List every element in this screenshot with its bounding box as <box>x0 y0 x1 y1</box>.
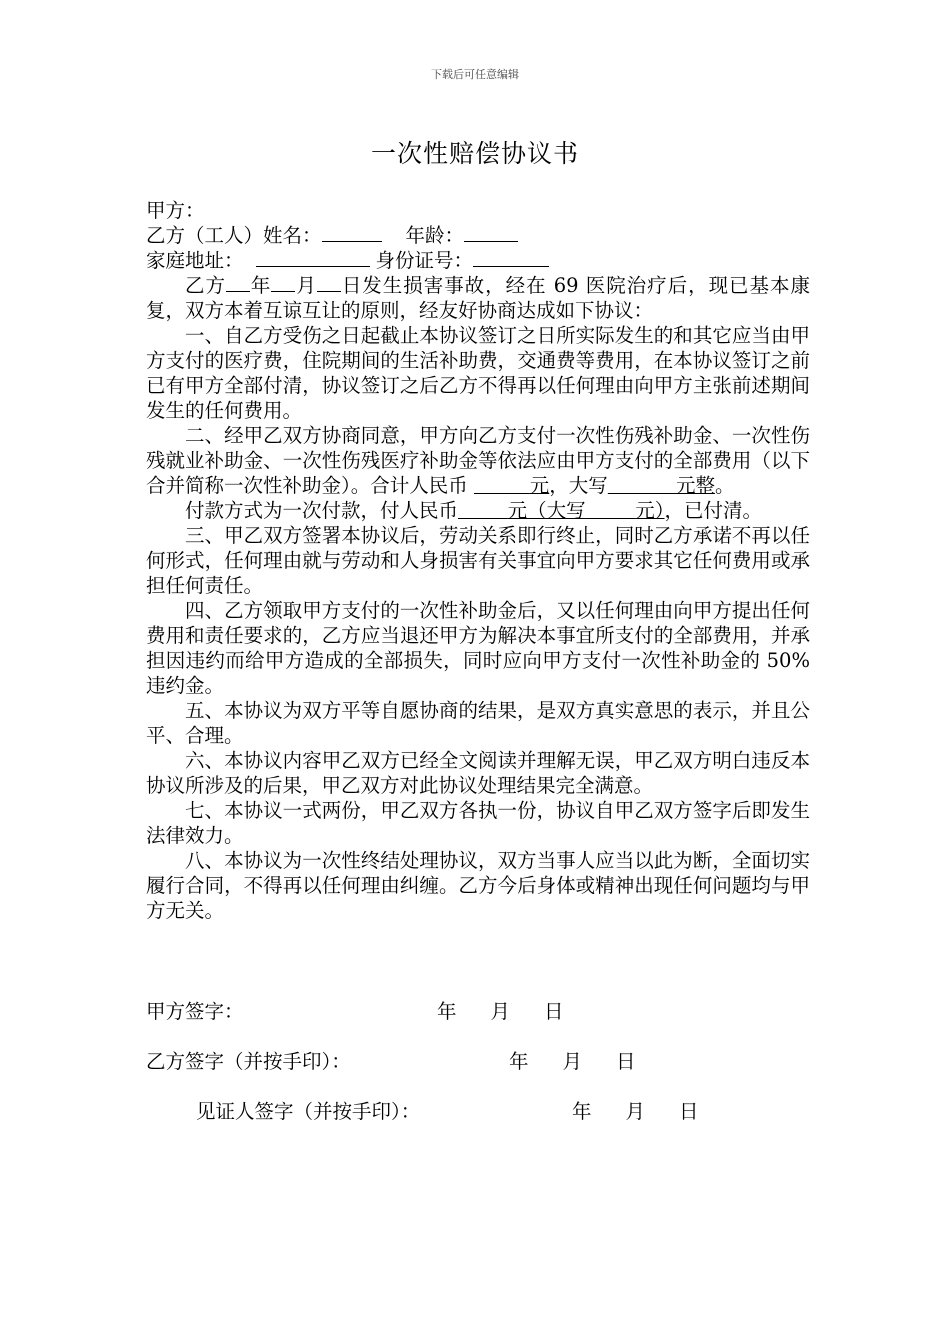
day-blank[interactable] <box>317 273 341 292</box>
address-line <box>146 248 810 273</box>
clause-7: 七、本协议一式两份，甲乙双方各执一份，协议自甲乙双方签字后即发生法律效力。 <box>146 799 810 847</box>
amount-daxie-blank[interactable]: 元整 <box>675 474 715 497</box>
clause-1: 一、自乙方受伤之日起截止本协议签订之日所实际发生的和其它应当由甲方支付的医疗费，住院期间的生活补助费，交通费等费用，在本协议签订之前已有甲方全部付清，协议签订之后乙方不得再以任何理由向甲方主张前述期间发生的任何费用。 <box>146 324 810 422</box>
party-b-name-label: 乙方（工人）姓名： <box>146 224 322 247</box>
clause-3: 三、甲乙双方签署本协议后，劳动关系即行终止，同时乙方承诺不再以任何形式，任何理由就与劳动和人身损害有关事宜向甲方要求其它任何费用或承担任何责任。 <box>146 524 810 597</box>
clause-5: 五、本协议为双方平等自愿协商的结果，是双方真实意思的表示，并且公平、合理。 <box>146 699 810 747</box>
witness-signature-label: 见证人签字（并按手印）： <box>196 1100 421 1123</box>
party-b-line <box>146 223 810 248</box>
address-blank[interactable] <box>256 248 370 267</box>
clause-8: 八、本协议为一次性终结处理协议，双方当事人应当以此为断，全面切实履行合同，不得再以任何理由纠缠。乙方今后身体或精神出现任何问题均与甲方无关。 <box>146 849 810 922</box>
party-a-line <box>146 198 810 223</box>
clause-2: 二、经甲乙双方协商同意，甲方向乙方支付一次性伤残补助金、一次性伤残就业补助金、一次性伤残医疗补助金等依法应由甲方支付的全部费用（以下合并简称一次性补助金）。合计人民币 元，大写 元整。 <box>146 424 810 497</box>
party-a-date: 年 月 日 <box>437 1000 564 1023</box>
party-a-label: 甲方： <box>146 199 205 222</box>
address-label: 家庭地址： <box>146 249 244 272</box>
name-blank[interactable] <box>322 223 382 242</box>
intro-paragraph: 乙方 年 月 日发生损害事故，经在 69 医院治疗后，现已基本康复，双方本着互谅互让的原则，经友好协商达成如下协议： <box>146 274 810 322</box>
age-blank[interactable] <box>464 223 518 242</box>
header-note: 下载后可任意编辑 <box>431 68 519 81</box>
clause-6: 六、本协议内容甲乙双方已经全文阅读并理解无误，甲乙双方明白违反本协议所涉及的后果，甲乙双方对此协议处理结果完全满意。 <box>146 749 810 797</box>
party-b-signature-label: 乙方签字（并按手印）： <box>146 1050 351 1073</box>
year-blank[interactable] <box>226 273 250 292</box>
party-a-signature-label: 甲方签字： <box>146 1000 244 1023</box>
clause-4: 四、乙方领取甲方支付的一次性补助金后，又以任何理由向甲方提出任何费用和责任要求的，乙方应当退还甲方为解决本事宜所支付的全部费用，并承担因违约而给甲方造成的全部损失，同时应向甲方支付一次性补助金的 50%违约金。 <box>146 599 810 697</box>
party-a-signature <box>146 996 244 1024</box>
witness-signature <box>196 1096 420 1124</box>
payment-paragraph: 付款方式为一次付款，付人民币 元（大写 元），已付清。 <box>185 499 762 522</box>
month-blank[interactable] <box>271 273 295 292</box>
party-b-signature <box>146 1046 351 1074</box>
document-title: 一次性赔偿协议书 <box>370 139 579 168</box>
id-blank[interactable] <box>473 248 549 267</box>
age-label: 年龄： <box>405 224 465 247</box>
payment-amount-blank[interactable]: 元（大写 元） <box>507 499 665 522</box>
id-label: 身份证号： <box>375 249 474 272</box>
document-body <box>146 198 810 923</box>
amount-blank[interactable]: 元 <box>529 474 550 497</box>
witness-date: 年 月 日 <box>572 1100 699 1123</box>
party-b-date: 年 月 日 <box>509 1050 636 1073</box>
